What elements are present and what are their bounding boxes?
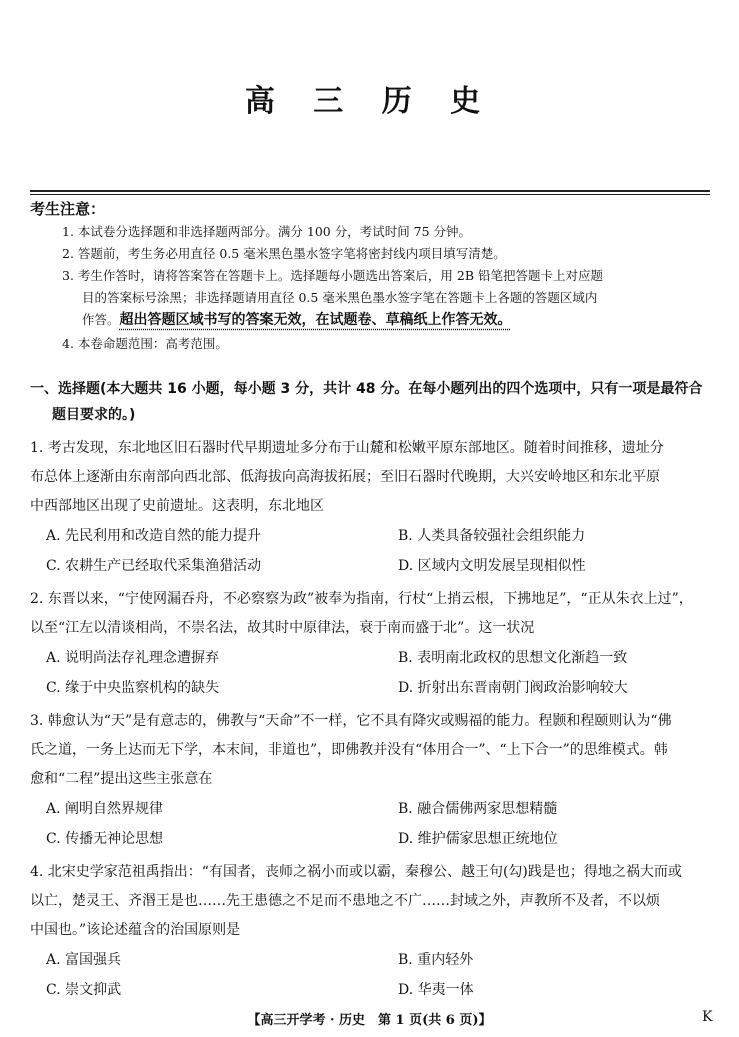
notice-item-cont [82, 309, 512, 329]
question-4-option-a: A. 富国强兵 [46, 952, 122, 968]
header-rule-thin [30, 194, 710, 195]
question-1-option-a: A. 先民利用和改造自然的能力提升 [46, 528, 262, 544]
question-1-option-b: B. 人类具备较强社会组织能力 [398, 528, 586, 544]
question-1-line: 中西部地区出现了史前遗址。这表明，东北地区 [30, 498, 324, 514]
page-title: 高 三 历 史 [244, 84, 495, 119]
section-heading-cont: 题目要求的。) [52, 407, 136, 423]
question-2-line: 以至“江左以清谈相尚，不崇名法，故其时中原律法，衰于南而盛于北”。这一状况 [30, 620, 535, 636]
question-2-line: 2. 东晋以来，“宁使网漏吞舟，不必察察为政”被奉为指南，行杖“上捎云根，下拂地足”，“正从朱衣上过”， [30, 591, 693, 607]
footer-mark: K [702, 1009, 713, 1025]
question-4-option-c: C. 崇文抑武 [46, 982, 122, 998]
section-heading: 一、选择题(本大题共 16 小题，每小题 3 分，共计 48 分。在每小题列出的四个选项中，只有一项是最符合 [30, 381, 703, 397]
question-4-option-d: D. 华夷一体 [398, 982, 474, 998]
question-3-option-d: D. 维护儒家思想正统地位 [398, 831, 558, 847]
question-1-line: 布总体上逐渐由东南部向西北部、低海拔向高海拔拓展；至旧石器时代晚期，大兴安岭地区和东北平原 [30, 469, 660, 485]
question-3-line: 氏之道，一务上达而无下学，本末间，非道也”，即佛教并没有“体用合一”、“上下合一”的思维模式。韩 [30, 742, 668, 758]
notice-item-cont-text: 作答。 [82, 312, 120, 327]
question-1-option-c: C. 农耕生产已经取代采集渔猎活动 [46, 558, 262, 574]
question-2-option-b: B. 表明南北政权的思想文化渐趋一致 [398, 650, 628, 666]
notice-item-cont: 目的答案标号涂黑；非选择题请用直径 0.5 毫米黑色墨水签字笔在答题卡上各题的答题区域内 [82, 290, 598, 305]
question-2-option-a: A. 说明尚法存礼理念遭摒弃 [46, 650, 220, 666]
question-3-line: 3. 韩愈认为“天”是有意志的，佛教与“天命”不一样，它不具有降灾或赐福的能力。程颢和程颐则认为“佛 [30, 713, 672, 729]
page-footer: 【高三开学考 · 历史 第 1 页(共 6 页)】 [247, 1013, 492, 1028]
question-1-option-d: D. 区域内文明发展呈现相似性 [398, 558, 586, 574]
notice-emphasis: 超出答题区域书写的答案无效，在试题卷、草稿纸上作答无效。 [119, 312, 512, 328]
question-4-line: 中国也。”该论述蕴含的治国原则是 [30, 922, 241, 938]
question-4-line: 以亡，楚灵王、齐湣王是也……先王患德之不足而不患地之不广……封域之外，声教所不及者，不以烦 [30, 893, 660, 909]
question-4-option-b: B. 重内轻外 [398, 952, 474, 968]
notice-item: 1. 本试卷分选择题和非选择题两部分。满分 100 分，考试时间 75 分钟。 [62, 224, 472, 239]
notice-item: 3. 考生作答时，请将答案答在答题卡上。选择题每小题选出答案后，用 2B 铅笔把答题卡上对应题 [62, 268, 603, 283]
question-1-line: 1. 考古发现，东北地区旧石器时代早期遗址多分布于山麓和松嫩平原东部地区。随着时间推移，遗址分 [30, 440, 664, 456]
question-3-option-c: C. 传播无神论思想 [46, 831, 164, 847]
notice-item: 2. 答题前，考生务必用直径 0.5 毫米黑色墨水签字笔将密封线内项目填写清楚。 [62, 246, 506, 261]
question-2-option-d: D. 折射出东晋南朝门阀政治影响较大 [398, 680, 628, 696]
question-3-line: 愈和“二程”提出这些主张意在 [30, 771, 213, 787]
question-2-option-c: C. 缘于中央监察机构的缺失 [46, 680, 220, 696]
question-4-line: 4. 北宋史学家范祖禹指出：“有国者，丧师之祸小而或以霸，秦穆公、越王句(勾)践是也；得地之祸大而或 [30, 864, 682, 880]
question-3-option-b: B. 融合儒佛两家思想精髓 [398, 801, 558, 817]
notice-item: 4. 本卷命题范围：高考范围。 [62, 336, 228, 351]
header-rule [30, 190, 710, 192]
question-3-option-a: A. 阐明自然界规律 [46, 801, 164, 817]
notice-heading: 考生注意： [30, 200, 106, 218]
